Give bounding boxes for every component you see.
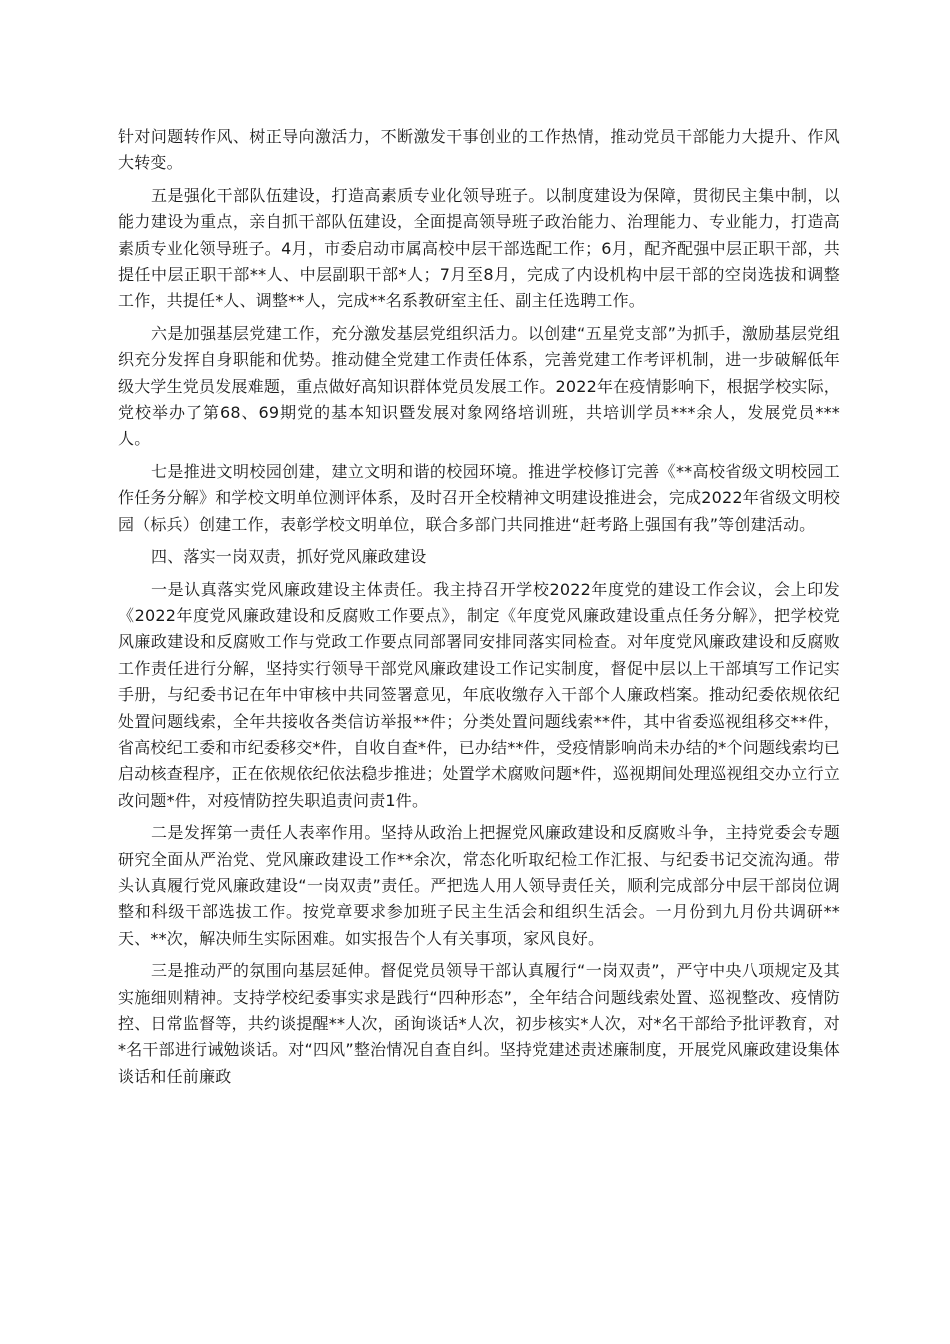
- paragraph-3: 六是加强基层党建工作，充分激发基层党组织活力。以创建“五星党支部”为抓手，激励基层党组织充分发挥自身职能和优势。推动健全党建工作责任体系，完善党建工作考评机制，进一步破解低年级大学生党员发展难题，重点做好高知识群体党员发展工作。2022年在疫情影响下，根据学校实际，党校举办了第68、69期党的基本知识暨发展对象网络培训班，共培训学员***余人，发展党员***人。: [118, 323, 840, 449]
- paragraph-1: 针对问题转作风、树正导向激活力，不断激发干事创业的工作热情，推动党员干部能力大提升、作风大转变。: [118, 127, 840, 173]
- section-heading: 四、落实一岗双责，抓好党风廉政建设: [151, 547, 427, 567]
- document-page: [118, 124, 840, 1096]
- paragraph-2: 五是强化干部队伍建设，打造高素质专业化领导班子。以制度建设为保障，贯彻民主集中制，以能力建设为重点，亲自抓干部队伍建设，全面提高领导班子政治能力、治理能力、专业能力，打造高素质专业化领导班子。4月，市委启动市属高校中层干部选配工作；6月，配齐配强中层正职干部，共提任中层正职干部**人、中层副职干部*人；7月至8月，完成了内设机构中层干部的空岗选拔和调整工作，共提任*人、调整**人，完成**名系教研室主任、副主任选聘工作。: [118, 185, 840, 311]
- paragraph-5: 一是认真落实党风廉政建设主体责任。我主持召开学校2022年度党的建设工作会议，会上印发《2022年度党风廉政建设和反腐败工作要点》，制定《年度党风廉政建设重点任务分解》，把学校党风廉政建设和反腐败工作与党政工作要点同部署同安排同落实同检查。对年度党风廉政建设和反腐败工作责任进行分解，坚持实行领导干部党风廉政建设工作记实制度，督促中层以上干部填写工作记实手册，与纪委书记在年中审核中共同签署意见，年底收缴存入干部个人廉政档案。推动纪委依规依纪处置问题线索，全年共接收各类信访举报**件；分类处置问题线索**件，其中省委巡视组移交**件，省高校纪工委和市纪委移交*件，自收自查*件，已办结**件，受疫情影响尚未办结的*个问题线索均已启动核查程序，正在依规依纪依法稳步推进；处置学术腐败问题*件，巡视期间处理巡视组交办立行立改问题*件，对疫情防控失职追责问责1件。: [118, 579, 840, 810]
- paragraph-6: 二是发挥第一责任人表率作用。坚持从政治上把握党风廉政建设和反腐败斗争，主持党委会专题研究全面从严治党、党风廉政建设工作**余次，常态化听取纪检工作汇报、与纪委书记交流沟通。带头认真履行党风廉政建设“一岗双责”责任。严把选人用人领导责任关，顺利完成部分中层干部岗位调整和科级干部选拔工作。按党章要求参加班子民主生活会和组织生活会。一月份到九月份共调研**天、**次，解决师生实际困难。如实报告个人有关事项，家风良好。: [118, 823, 840, 948]
- paragraph-4: 七是推进文明校园创建，建立文明和谐的校园环境。推进学校修订完善《**高校省级文明校园工作任务分解》和学校文明单位测评体系，及时召开全校精神文明建设推进会，完成2022年省级文明校园（标兵）创建工作，表彰学校文明单位，联合多部门共同推进“赶考路上强国有我”等创建活动。: [118, 461, 840, 534]
- paragraph-7: 三是推动严的氛围向基层延伸。督促党员领导干部认真履行“一岗双责”，严守中央八项规定及其实施细则精神。支持学校纪委事实求是践行“四种形态”，全年结合问题线索处置、巡视整改、疫情防控、日常监督等，共约谈提醒**人次，函询谈话*人次，初步核实*人次，对*名干部给予批评教育，对*名干部进行诫勉谈话。对“四风”整治情况自查自纠。坚持党建述责述廉制度，开展党风廉政建设集体谈话和任前廉政: [118, 961, 840, 1086]
